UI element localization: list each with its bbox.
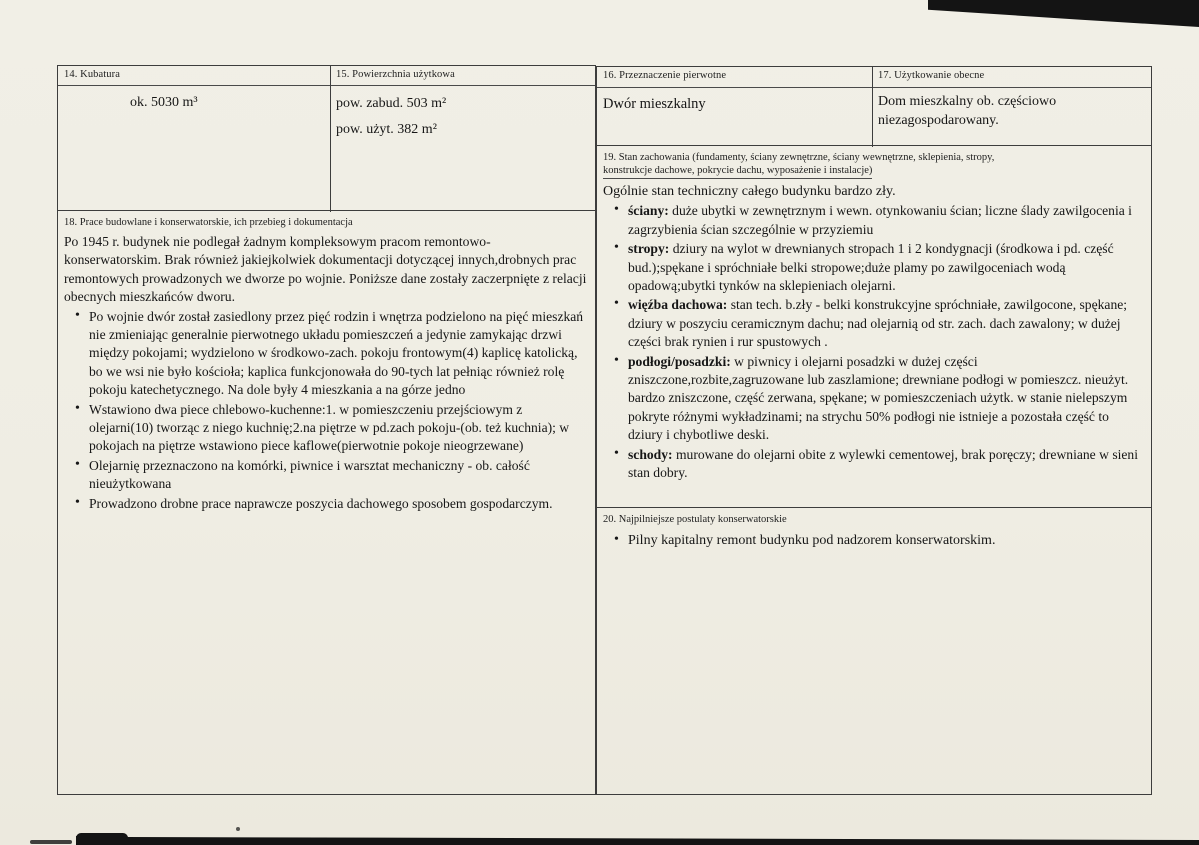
row-16-17-values [597,88,1151,146]
bullet-item [628,353,1143,445]
bullet-item: • Pilny kapitalny remont budynku pod nadzorem konserwatorskim. [628,532,1143,550]
bullet-term: podłogi/posadzki: [628,353,731,369]
row-14-15-labels [58,66,595,86]
row-fields-14-15 [57,65,596,211]
bullet-text: dziury na wylot w drewnianych stropach 1 i 2 kondygnacji (środkowa i pd. część bud.);spękane i spróchniałe belki stropowe;duże plamy po zawilgoceniach wodą opadową;ubytki tynków na sklepieniach olejarni. [628,241,1114,294]
bullet-item: • Po wojnie dwór został zasiedlony przez pięć rodzin i wnętrza podzielono na pięć mieszkań nie zmieniając generalnie pierwotnego układu pomieszczeń a jedynie zamykając drzwi między pokojami; wydzielono w środkowo-zach. pokoju frontowym(4) kaplicę katolicką, bo we wsi nie było kościoła; kaplica funkcjonowała do 90-tych lat pełniąc również rolę pokoju katechetycznego. Na dole były 4 mieszkania a na górze jedno [89,308,587,400]
section-18-label: 18. Prace budowlane i konserwatorskie, ich przebieg i dokumentacja [64,217,353,228]
field-17-value: Dom mieszkalny ob. częściowo niezagospodarowany. [878,94,1057,128]
field-14-value: ok. 5030 m³ [130,95,198,110]
field-15-values [330,86,595,143]
scan-artifact-bottom-blob [76,833,128,845]
divider-14-15 [330,66,331,212]
bullet-term: stropy: [628,241,670,257]
section-19-label-line2: konstrukcje dachowe, pokrycie dachu, wyposażenie i instalacje) [603,164,872,179]
bullet-text: murowane do olejarni obite z wylewki cementowej, brak poręczy; drewniane w sieni stan dobry. [628,446,1138,481]
bullet-item [628,296,1143,351]
bullet-item: • Wstawiono dwa piece chlebowo-kuchenne:1. w pomieszczeniu przejściowym z olejarni(10) tworząc z niego kuchnię;2.na piętrze w pd.zach pokoju-(ob. też kuchnia); w pokojach na piętrze wstawiono piece kaflowe(pierwotnie pokoje nieogrzewane) [89,401,587,456]
section-19-intro: Ogólnie stan techniczny całego budynku bardzo zły. [603,184,896,199]
field-15-line2: pow. użyt. 382 m² [336,122,437,137]
field-17-label: 17. Użytkowanie obecne [872,67,1151,88]
field-15-label: 15. Powierzchnia użytkowa [330,66,595,86]
bullet-term: więźba dachowa: [628,297,728,313]
scan-artifact-bottom-strip [76,836,1199,845]
section-18-intro: Po 1945 r. budynek nie podlegał żadnym kompleksowym pracom remontowo-konserwatorskim. Brak również jakiejkolwiek dokumentacji dotyczącej innych,drobnych prac remontowych prowadzonych we dworze po wojnie. Poniższe dane zostały zaczerpnięte z relacji obecnych mieszkańców dworu. [64,234,587,305]
bullet-text: stan tech. b.zły - belki konstrukcyjne spróchniałe, zawilgocone, spękane; dziury w poszyciu ceramicznym dachu; nad olejarnią od str. zach. dach zawalony; w dużej części brak rynien i rur spustowych . [628,297,1128,350]
bullet-term: ściany: [628,203,669,219]
bullet-item [628,446,1143,483]
field-14-label: 14. Kubatura [58,66,330,86]
bullet-text: w piwnicy i olejarni posadzki w dużej części zniszczone,rozbite,zagruzowane lub zaszlamione; drewniane podłogi w pomieszcz. nieużyt. bardzo zniszczone, część zerwana, spękane; w pomieszczeniach użytk. w stanie nielepszym pokryte różnymi wykładzinami; na strychu 50% podłogi nie istnieje a pozostała część to dziury i chybotliwe deski. [628,353,1129,443]
field-16-value: Dwór mieszkalny [603,96,706,112]
section-19-label [597,146,1151,181]
field-15-line1: pow. zabud. 503 m² [336,96,447,111]
divider-16-17 [872,67,873,147]
scan-artifact-speck [236,827,240,831]
bullet-item: • Prowadzono drobne prace naprawcze poszycia dachowego sposobem gospodarczym. [89,495,587,513]
row-fields-16-17 [596,66,1152,146]
section-19-label-line1: 19. Stan zachowania (fundamenty, ściany zewnętrzne, ściany wewnętrzne, sklepienia, stropy, [603,152,995,163]
row-16-17-labels [597,67,1151,88]
bullet-term: schody: [628,446,673,462]
bullet-text: duże ubytki w zewnętrznym i wewn. otynkowaniu ścian; liczne ślady zawilgocenia i zagrzybienia ścian szczególnie w przyziemiu [628,203,1132,237]
section-18 [57,211,596,795]
bullet-item [628,202,1143,239]
bullet-item [628,240,1143,295]
scan-artifact-top-right [928,0,1199,27]
section-20 [596,508,1152,795]
section-20-bullet-list [603,532,1143,550]
section-20-label: 20. Najpilniejsze postulaty konserwatorskie [603,514,787,525]
row-14-15-values [58,86,595,210]
section-19-bullet-list [603,202,1143,482]
scan-artifact-speck [30,840,72,844]
section-19 [596,146,1152,508]
section-18-bullet-list [64,308,587,513]
bullet-item: • Olejarnię przeznaczono na komórki, piwnice i warsztat mechaniczny - ob. całość nieużytkowana [89,457,587,494]
field-16-label: 16. Przeznaczenie pierwotne [597,67,872,88]
